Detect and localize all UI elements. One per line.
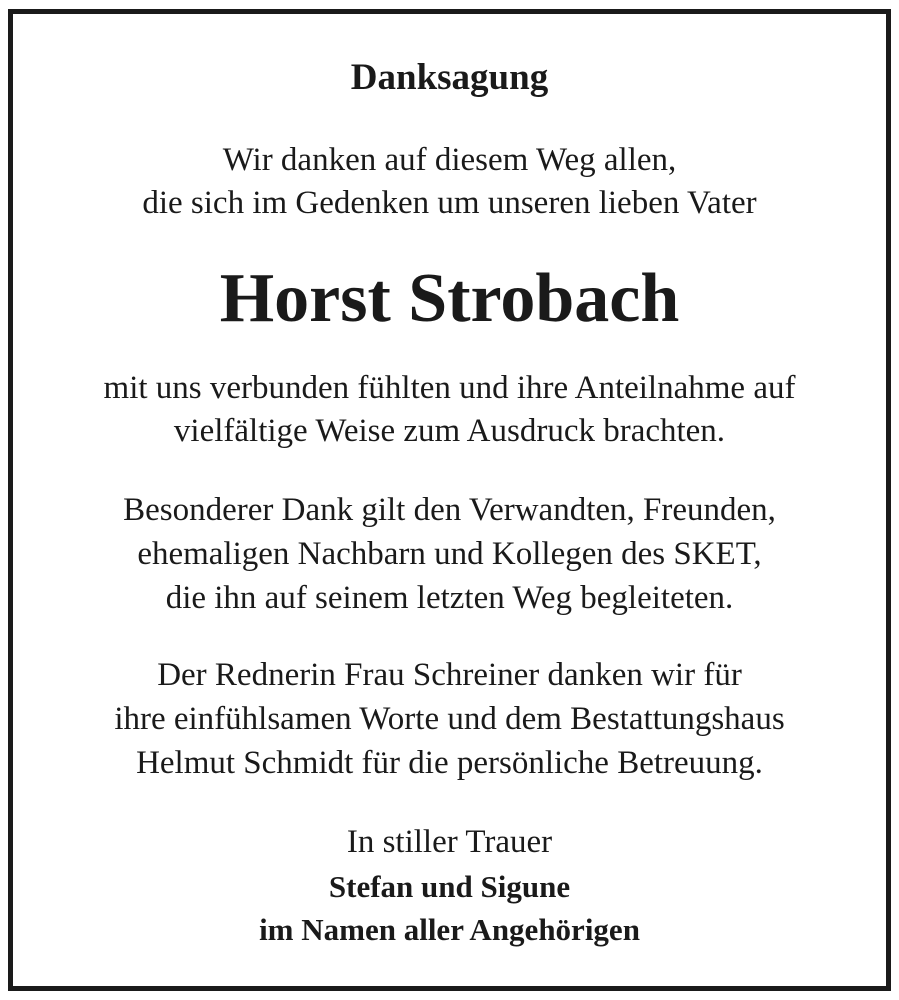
paragraph1-line-2: vielfältige Weise zum Ausdruck brachten. [173,413,726,449]
signatories-note: im Namen aller Angehörigen [259,912,640,947]
paragraph2-line-2: ehemaligen Nachbarn und Kollegen des SKET, [137,536,762,572]
deceased-name: Horst Strobach [219,260,680,337]
paragraph1-line-1: mit uns verbunden fühlten und ihre Anteilnahme auf [103,370,796,406]
signatories: Stefan und Sigune [328,869,571,904]
notice-heading: Danksagung [350,57,549,98]
paragraph2-line-1: Besonderer Dank gilt den Verwandten, Freunden, [123,492,776,528]
paragraph3-line-2: ihre einfühlsamen Worte und dem Bestattungshaus [114,701,785,737]
paragraph3-line-3: Helmut Schmidt für die persönliche Betreuung. [136,745,763,781]
paragraph3-line-1: Der Rednerin Frau Schreiner danken wir für [157,657,742,693]
paragraph2-line-3: die ihn auf seinem letzten Weg begleiteten. [165,580,734,616]
intro-line-1: Wir danken auf diesem Weg allen, [222,142,677,178]
closing-phrase: In stiller Trauer [346,824,553,860]
notice-border [8,9,891,991]
intro-line-2: die sich im Gedenken um unseren lieben Vater [142,185,757,221]
